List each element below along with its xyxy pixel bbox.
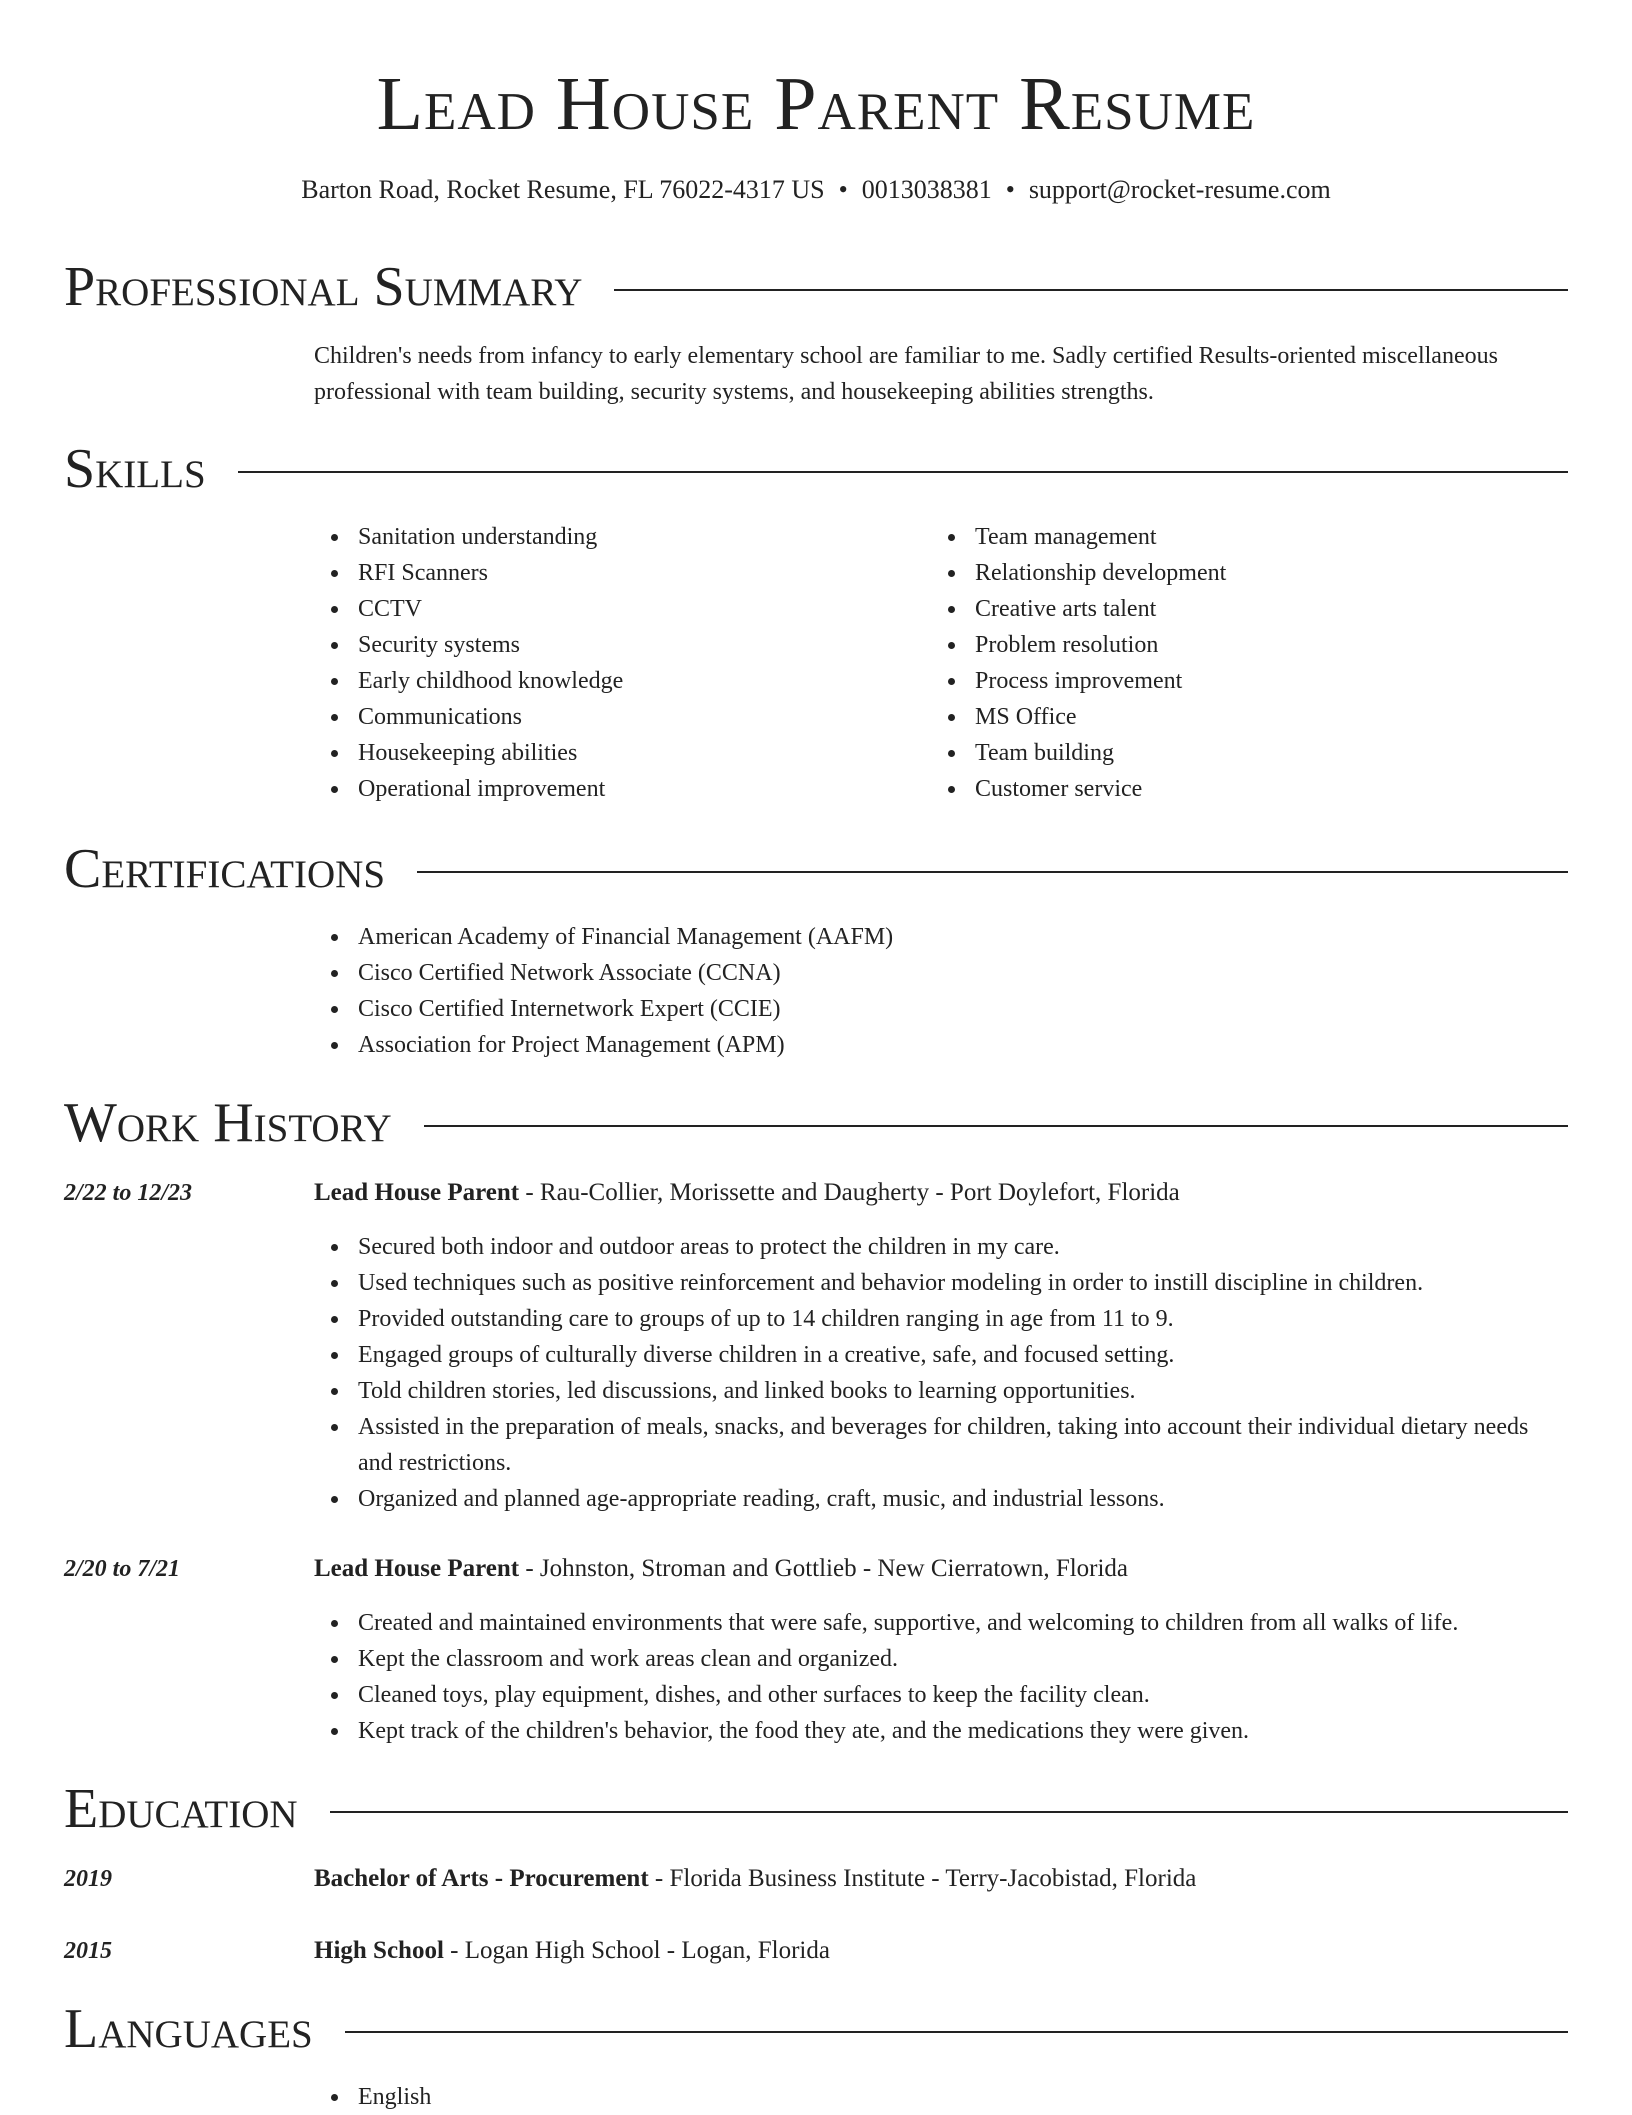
section-divider: [330, 1811, 1568, 1813]
job-bullet: Cleaned toys, play equipment, dishes, and other surfaces to keep the facility clean.: [314, 1677, 1568, 1713]
job-bullet: Provided outstanding care to groups of up to 14 children ranging in age from 11 to 9.: [314, 1301, 1568, 1337]
section-title: Professional Summary: [64, 256, 583, 318]
education-entry: [314, 1861, 1568, 1897]
contact-email: support@rocket-resume.com: [1028, 175, 1331, 204]
section-heading-summary: [64, 252, 1568, 322]
skill-item: Team management: [931, 519, 1531, 555]
section-title: Skills: [64, 438, 206, 500]
languages-list: [314, 2079, 1568, 2115]
education-degree: High School: [314, 1937, 444, 1964]
job-dates: 2/20 to 7/21: [64, 1556, 181, 1582]
skill-item: Housekeeping abilities: [314, 735, 914, 771]
section-title: Work History: [64, 1092, 392, 1154]
job-bullet: Used techniques such as positive reinforcement and behavior modeling in order to instill discipline in children.: [314, 1265, 1568, 1301]
section-divider: [417, 871, 1568, 873]
summary-text: Children's needs from infancy to early elementary school are familiar to me. Sadly certified Results-oriented miscellaneous professional with team building, security systems, and housekeeping abilities strengths.: [314, 343, 1498, 405]
skill-item: Team building: [931, 735, 1531, 771]
contact-separator: •: [1005, 175, 1015, 204]
section-title: Languages: [64, 1998, 313, 2060]
skill-item: Creative arts talent: [931, 591, 1531, 627]
contact-phone: 0013038381: [861, 175, 992, 204]
section-title: Certifications: [64, 838, 386, 900]
section-divider: [238, 471, 1568, 473]
job-details: - Rau-Collier, Morissette and Daugherty - Port Doylefort, Florida: [519, 1179, 1180, 1206]
language-item: English: [314, 2079, 1568, 2115]
resume-title: Lead House Parent Resume: [376, 62, 1256, 146]
job-bullet: Engaged groups of culturally diverse children in a creative, safe, and focused setting.: [314, 1337, 1568, 1373]
skill-item: Communications: [314, 699, 914, 735]
section-title: Education: [64, 1778, 298, 1840]
skill-item: Operational improvement: [314, 771, 914, 807]
contact-separator: •: [838, 175, 848, 204]
contact-line: [0, 172, 1632, 208]
skill-item: Relationship development: [931, 555, 1531, 591]
education-details: - Florida Business Institute - Terry-Jacobistad, Florida: [648, 1865, 1197, 1892]
skill-item: Customer service: [931, 771, 1531, 807]
job-bullets: [314, 1229, 1568, 1517]
certification-item: Cisco Certified Internetwork Expert (CCIE): [314, 991, 1568, 1027]
section-divider: [424, 1125, 1568, 1127]
skill-item: RFI Scanners: [314, 555, 914, 591]
job-heading: [314, 1551, 1568, 1587]
section-divider: [345, 2031, 1568, 2033]
skills-list-right: [931, 519, 1531, 807]
job-heading: [314, 1175, 1568, 1211]
section-heading-languages: [64, 1994, 1568, 2064]
skills-list-left: [314, 519, 914, 807]
job-bullets: [314, 1605, 1568, 1749]
job-details: - Johnston, Stroman and Gottlieb - New Cierratown, Florida: [519, 1555, 1129, 1582]
skill-item: CCTV: [314, 591, 914, 627]
section-divider: [614, 289, 1568, 291]
job-title: Lead House Parent: [314, 1179, 520, 1206]
education-degree: Bachelor of Arts - Procurement: [314, 1865, 649, 1892]
section-heading-certifications: [64, 834, 1568, 904]
job-bullet: Created and maintained environments that were safe, supportive, and welcoming to children from all walks of life.: [314, 1605, 1568, 1641]
section-heading-work-history: [64, 1088, 1568, 1158]
contact-address: Barton Road, Rocket Resume, FL 76022-4317 US: [301, 175, 825, 204]
skill-item: Problem resolution: [931, 627, 1531, 663]
education-year: 2015: [64, 1938, 112, 1964]
certification-item: Cisco Certified Network Associate (CCNA): [314, 955, 1568, 991]
job-bullet: Told children stories, led discussions, and linked books to learning opportunities.: [314, 1373, 1568, 1409]
job-bullet: Kept the classroom and work areas clean and organized.: [314, 1641, 1568, 1677]
section-heading-education: [64, 1774, 1568, 1844]
certifications-list: [314, 919, 1568, 1063]
skill-item: Early childhood knowledge: [314, 663, 914, 699]
education-entry: [314, 1933, 1568, 1969]
job-bullet: Secured both indoor and outdoor areas to protect the children in my care.: [314, 1229, 1568, 1265]
job-title: Lead House Parent: [314, 1555, 520, 1582]
skill-item: Security systems: [314, 627, 914, 663]
job-dates: 2/22 to 12/23: [64, 1180, 193, 1206]
job-bullet: Assisted in the preparation of meals, snacks, and beverages for children, taking into account their individual dietary needs and restrictions.: [314, 1409, 1568, 1481]
certification-item: Association for Project Management (APM): [314, 1027, 1568, 1063]
section-heading-skills: [64, 434, 1568, 504]
skill-item: Process improvement: [931, 663, 1531, 699]
education-year: 2019: [64, 1866, 112, 1892]
education-details: - Logan High School - Logan, Florida: [443, 1937, 830, 1964]
certification-item: American Academy of Financial Management (AAFM): [314, 919, 1568, 955]
skill-item: MS Office: [931, 699, 1531, 735]
skill-item: Sanitation understanding: [314, 519, 914, 555]
job-bullet: Organized and planned age-appropriate reading, craft, music, and industrial lessons.: [314, 1481, 1568, 1517]
job-bullet: Kept track of the children's behavior, the food they ate, and the medications they were given.: [314, 1713, 1568, 1749]
